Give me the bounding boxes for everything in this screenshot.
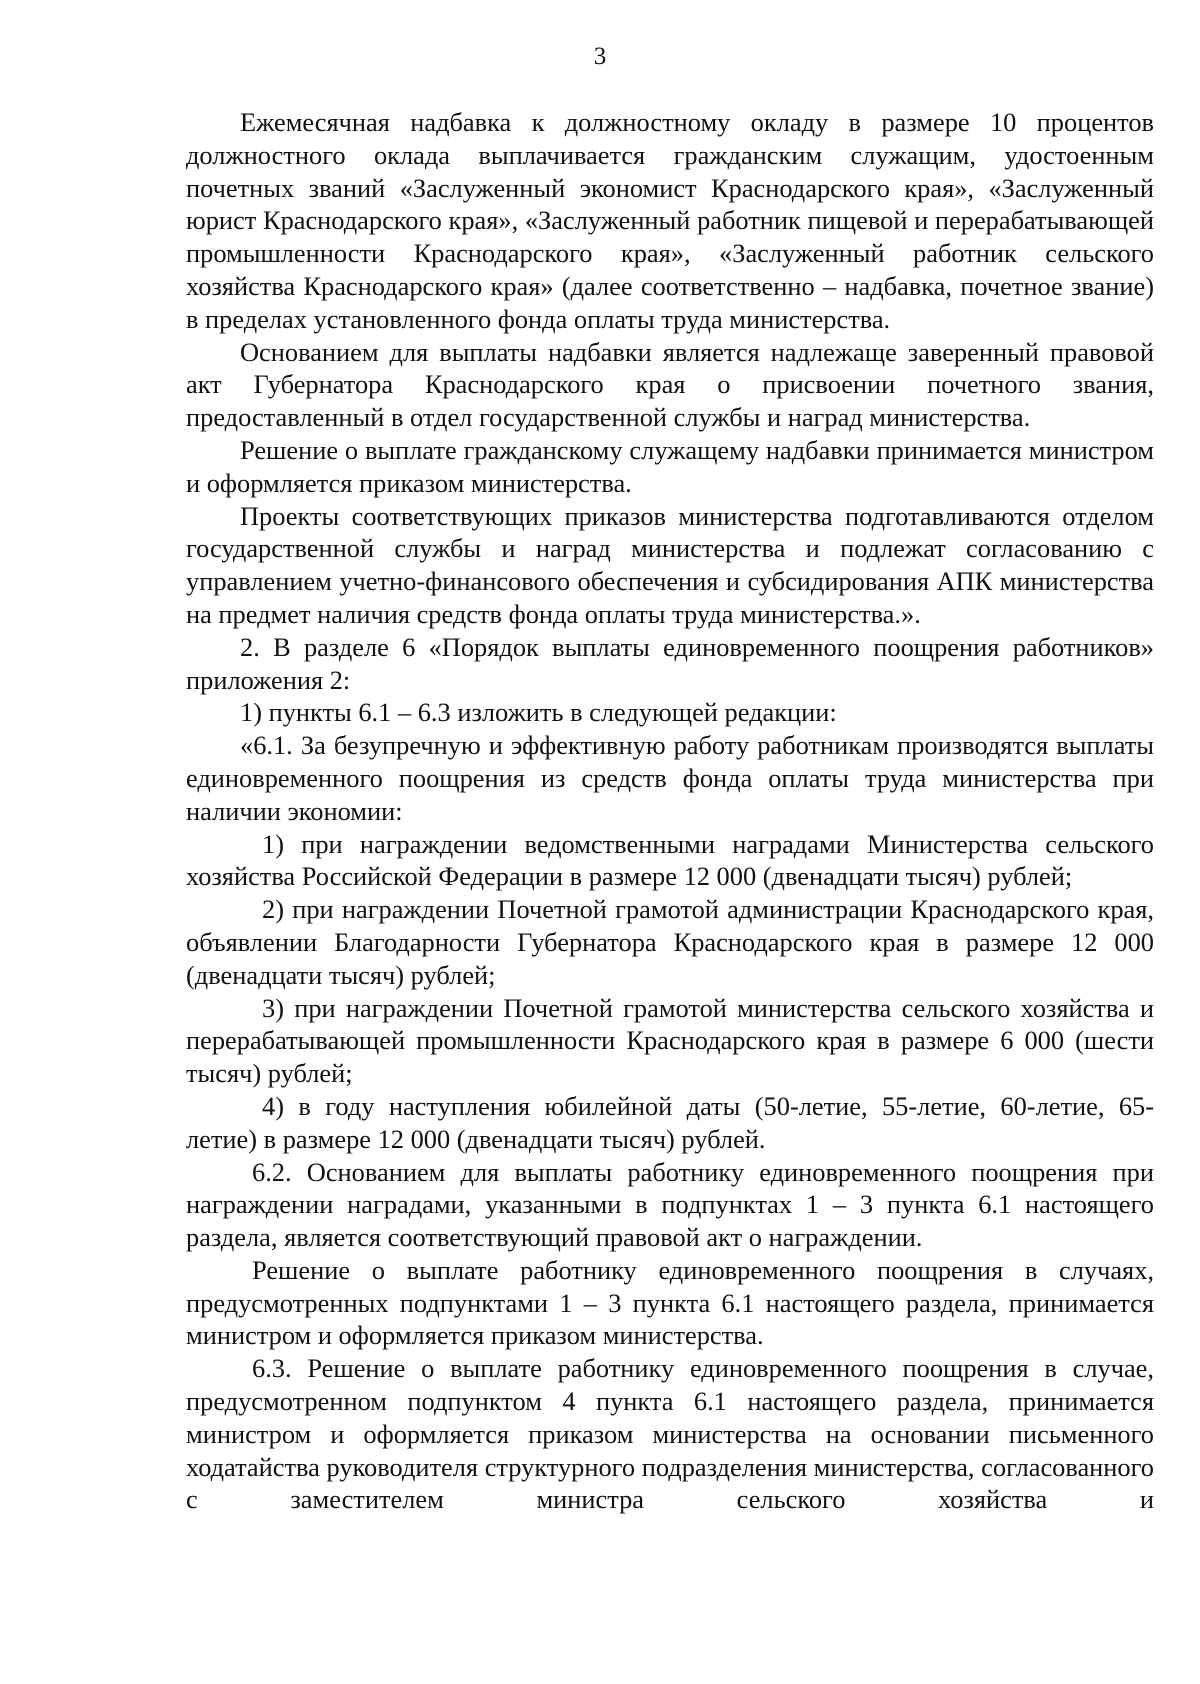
paragraph-section-6-heading: 2. В разделе 6 «Порядок выплаты единовременного поощрения работников» приложения 2:: [186, 631, 1154, 695]
paragraph-draft-orders: Проекты соответствующих приказов министерства подготавливаются отделом государственной службы и наград министерства и подлежат согласованию с управлением учетно-финансового обеспечения и субсидирования АПК министерства на предмет наличия средств фонда оплаты труда министерства.».: [186, 500, 1154, 629]
paragraph-items-6-1-6-3: 1) пункты 6.1 – 6.3 изложить в следующей редакции:: [240, 697, 837, 728]
subitem-1-ministry-awards: 1) при награждении ведомственными наградами Министерства сельского хозяйства Российской Федерации в размере 12 000 (двенадцати тысяч) рублей;: [186, 828, 1154, 892]
paragraph-item-6-2-decision: Решение о выплате работнику единовременного поощрения в случаях, предусмотренных подпунктами 1 – 3 пункта 6.1 настоящего раздела, принимается министром и оформляется приказом министерства.: [186, 1254, 1154, 1351]
paragraph-item-6-2: 6.2. Основанием для выплаты работнику единовременного поощрения при награждении наградами, указанными в подпунктах 1 – 3 пункта 6.1 настоящего раздела, является соответствующий правовой акт о награждении.: [186, 1156, 1154, 1253]
page-number: 3: [593, 43, 607, 70]
paragraph-payment-decision: Решение о выплате гражданскому служащему надбавки принимается министром и оформляется приказом министерства.: [186, 434, 1154, 498]
paragraph-monthly-allowance: Ежемесячная надбавка к должностному окладу в размере 10 процентов должностного оклада выплачивается гражданским служащим, удостоенным почетных званий «Заслуженный экономист Краснодарского края», «Заслуженный юрист Краснодарского края», «Заслуженный работник пищевой и перерабатывающей промышленности Краснодарского края», «Заслуженный работник сельского хозяйства Краснодарского края» (далее соответственно – надбавка, почетное звание) в пределах установленного фонда оплаты труда министерства.: [186, 107, 1154, 334]
paragraph-payment-basis: Основанием для выплаты надбавки является надлежаще заверенный правовой акт Губернатора Краснодарского края о присвоении почетного звания, предоставленный в отдел государственной службы и наград министерства.: [186, 336, 1154, 433]
paragraph-item-6-1: «6.1. За безупречную и эффективную работу работникам производятся выплаты единовременного поощрения из средств фонда оплаты труда министерства при наличии экономии:: [186, 730, 1154, 826]
document-body: [186, 106, 1154, 1516]
paragraph-item-6-3: 6.3. Решение о выплате работнику единовременного поощрения в случае, предусмотренном подпунктом 4 пункта 6.1 настоящего раздела, принимается министром и оформляется приказом министерства на основании письменного ходатайства руководителя структурного подразделения министерства, согласованного с заместителем министра сельского хозяйства и: [186, 1353, 1154, 1515]
subitem-3-ministry-diploma: 3) при награждении Почетной грамотой министерства сельского хозяйства и перерабатывающей промышленности Краснодарского края в размере 6 000 (шести тысяч) рублей;: [186, 992, 1154, 1089]
subitem-2-administration-award: 2) при награждении Почетной грамотой администрации Краснодарского края, объявлении Благодарности Губернатора Краснодарского края в размере 12 000 (двенадцати тысяч) рублей;: [186, 894, 1154, 990]
subitem-4-anniversary: 4) в году наступления юбилейной даты (50-летие, 55-летие, 60-летие, 65-летие) в размере 12 000 (двенадцати тысяч) рублей.: [186, 1090, 1154, 1154]
